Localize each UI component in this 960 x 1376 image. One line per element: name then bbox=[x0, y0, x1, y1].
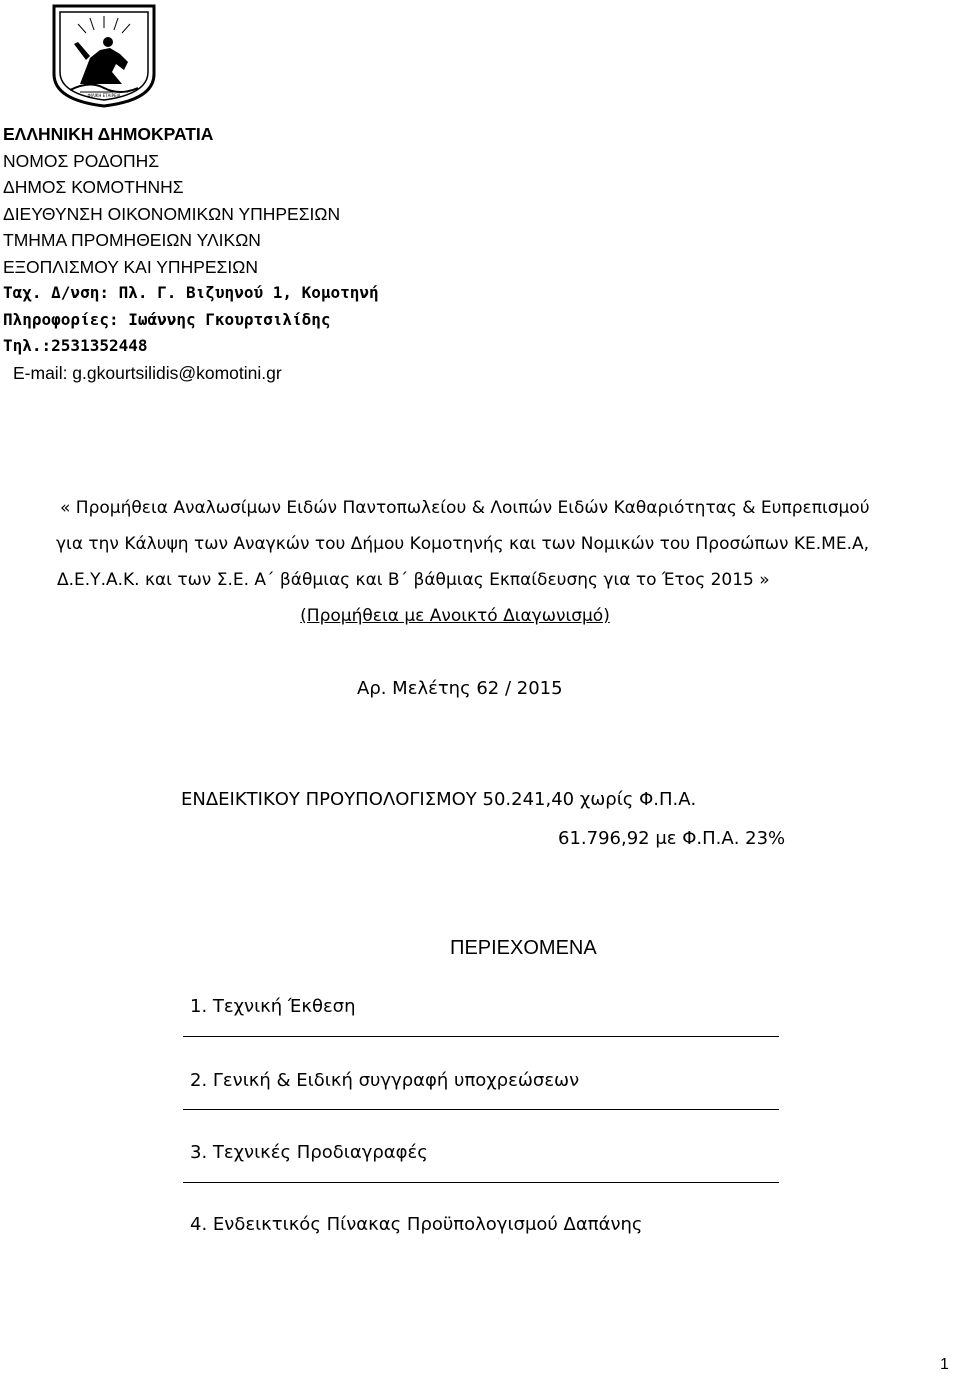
header-line: ΕΛΛΗΝΙΚΗ ΔΗΜΟΚΡΑΤΙΑ bbox=[3, 124, 214, 144]
municipal-seal-logo bbox=[50, 0, 158, 110]
study-number: Αρ. Μελέτης 62 / 2015 bbox=[357, 678, 563, 699]
title-line-3: Δ.Ε.Υ.Α.Κ. και των Σ.Ε. Α΄ βάθμιας και Β΄ βάθμιας Εκπαίδευσης για το Έτος 2015 » bbox=[57, 570, 770, 590]
contents-divider bbox=[183, 1182, 779, 1183]
contents-item: 3. Τεχνικές Προδιαγραφές bbox=[190, 1142, 428, 1163]
budget-line-1: ΕΝΔΕΙΚΤΙΚΟΥ ΠΡΟΥΠΟΛΟΓΙΣΜΟΥ 50.241,40 χωρίς Φ.Π.Α. bbox=[181, 789, 697, 810]
header-line: ΔΙΕΥΘΥΝΣΗ ΟΙΚΟΝΟΜΙΚΩΝ ΥΠΗΡΕΣΙΩΝ bbox=[3, 203, 341, 224]
contents-divider bbox=[183, 1036, 779, 1037]
contents-item: 4. Ενδεικτικός Πίνακας Προϋπολογισμού Δαπάνης bbox=[190, 1214, 643, 1235]
contents-item: 2. Γενική & Ειδική συγγραφή υποχρεώσεων bbox=[190, 1070, 580, 1091]
title-line-2: για την Κάλυψη των Αναγκών του Δήμου Κομοτηνής και των Νομικών του Προσώπων ΚΕ.ΜΕ.Α, bbox=[56, 534, 870, 554]
contents-divider bbox=[183, 1109, 779, 1110]
header-line: ΔΗΜΟΣ ΚΟΜΟΤΗΝΗΣ bbox=[3, 177, 184, 197]
address-line: Ταχ. Δ/νση: Πλ. Γ. Βιζυηνού 1, Κομοτηνή bbox=[3, 283, 379, 302]
contents-item: 1. Τεχνική Έκθεση bbox=[190, 996, 356, 1017]
header-line: ΤΜΗΜΑ ΠΡΟΜΗΘΕΙΩΝ ΥΛΙΚΩΝ bbox=[3, 230, 261, 250]
header-line: ΕΞΟΠΛΙΣΜΟΥ ΚΑΙ ΥΠΗΡΕΣΙΩΝ bbox=[3, 256, 258, 277]
email-line: E-mail: g.gkourtsilidis@komotini.gr bbox=[13, 362, 282, 383]
seal-text: ΦΙΛΙΚΗ ΕΤΑΙΡΕΙΑ bbox=[87, 93, 121, 98]
title-line-1: « Προμήθεια Αναλωσίμων Ειδών Παντοπωλείου & Λοιπών Ειδών Καθαριότητας & Ευπρεπισμού bbox=[60, 498, 870, 518]
phone-line: Τηλ.:2531352448 bbox=[3, 336, 148, 355]
contents-heading: ΠΕΡΙΕΧΟΜΕΝΑ bbox=[450, 937, 597, 959]
header-block bbox=[3, 121, 603, 386]
title-subtitle: (Προμήθεια με Ανοικτό Διαγωνισμό) bbox=[300, 606, 610, 626]
header-line: ΝΟΜΟΣ ΡΟΔΟΠΗΣ bbox=[3, 150, 160, 171]
procurement-title bbox=[56, 490, 940, 634]
contact-person-line: Πληροφορίες: Ιωάννης Γκουρτσιλίδης bbox=[3, 309, 331, 329]
budget-line-2: 61.796,92 με Φ.Π.Α. 23% bbox=[558, 828, 786, 849]
page-number: 1 bbox=[940, 1356, 949, 1373]
